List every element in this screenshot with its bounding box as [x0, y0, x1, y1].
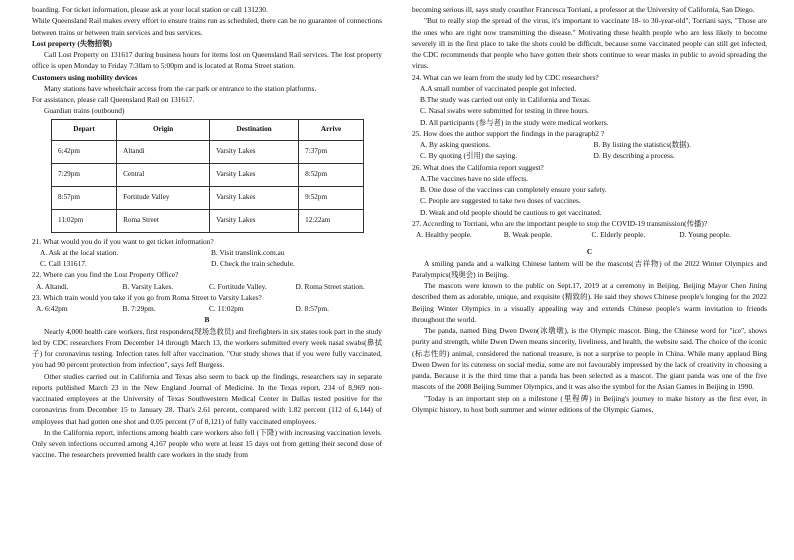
paragraph: "Today is an important step on a milestone (里程碑) in Beijing's journey to make history as the first ever, in Olympic history, to host both summer and winter editions of the Olympic Games,	[412, 393, 767, 414]
paragraph: Other studies carried out in California and Texas also seem to back up the findings, researchers say in separate reports published March 23 in the New England Journal of Medicine. In the Texas report, 234 of 8,969 non-vaccinated employees at the University of Texas Southwestern Medical Center in Dallas tested positive for the coronavirus from December 15 to January 28. That's 2.61 percent, compared with 1.82 percent (112 of 6,144) of employees that had gotten one shot and 0.05 percent (7 of 8,121) of fully vaccinated employees.	[32, 371, 382, 426]
paragraph: "But to really stop the spread of the virus, it's important to vaccinate 18- to 30-year-old", Torriani says, "Those are the ones who are right now transmitting the disease." Motivating these health people who are less likely to become severely ill in the first place to take the shots could be difficult, because some vaccinated people can still get infected, the CDC recommends that people who have gotten their shots continue to wear masks in public to avoid spreading the virus.	[412, 16, 767, 71]
option-c: C. By quoting (引用) the saying.	[420, 151, 518, 161]
left-column	[32, 4, 382, 461]
paragraph: For assistance, please call Queensland Rail on 131617.	[32, 95, 195, 104]
question-26: 26. What does the California report suggest?	[412, 162, 544, 172]
option-c: C. Fortitude Valley.	[209, 281, 267, 291]
option-b: B. By listing the statistics(数据).	[593, 140, 691, 149]
question-25: 25. How does the author support the findings in the paragraph2 ?	[412, 128, 605, 138]
question-21-options	[32, 247, 382, 270]
table-cell: 8:52pm	[299, 163, 364, 186]
paragraph: The mascots were known to the public on Sept.17, 2019 at a ceremony in Beijing. Beijing Mayor Chen Jining described them as adorable, unique, and exquisite (精致的). He said they shows Chinese people's longing for the 2022 Beijing Winter Olympics in a visually appealing way and extends Chinese people's warm invitation to friends throughout the world.	[412, 281, 767, 324]
option-c: C. 11:02pm	[209, 304, 244, 313]
option-a: A. 6:42pm	[36, 304, 68, 313]
column-header: Arrive	[299, 119, 364, 140]
table-cell: 9:52pm	[299, 186, 364, 209]
option-a: A.A small number of vaccinated people got infected.	[420, 83, 577, 93]
question-27-options	[412, 229, 767, 240]
table-row	[52, 163, 364, 186]
table-cell: Altandi	[117, 140, 210, 163]
option-b: B. Visit translink.com.au	[211, 247, 285, 257]
option-b: B. Weak people.	[503, 230, 553, 239]
table-header-row	[52, 119, 364, 140]
table-cell: Fortitude Valley	[117, 186, 210, 209]
question-22: 22. Where can you find the Lost Property Office?	[32, 270, 179, 280]
table-row	[52, 209, 364, 232]
question-27: 27. According to Torriani, who are the important people to stop the COVID-19 transmission(传播)?	[412, 218, 708, 228]
paragraph: Call Lost Property on 131617 during business hours for items lost on Queensland Rail services. The lost property office is open Monday to Friday 7:30am to 5:00pm and is located at Roma Street station.	[32, 50, 382, 71]
question-23: 23. Which train would you take if you go from Roma Street to Varsity Lakes?	[32, 292, 262, 302]
paragraph: In the California report, infections among health care workers also fell (下降) with increasing vaccination levels. Only seven infections occurred among 4,167 people who were at least 15 days out from getting their second dose of vaccine. The researchers prevented health care workers in the study from	[32, 427, 382, 460]
question-23-options	[32, 303, 382, 314]
column-header: Depart	[52, 119, 117, 140]
train-timetable	[51, 119, 364, 233]
option-a: A. Healthy people.	[416, 230, 472, 239]
section-heading-mobility: Customers using mobility devices	[32, 72, 138, 82]
option-d: D. Young people.	[679, 230, 731, 239]
paragraph: A smiling panda and a walking Chinese lantern will be the mascots(吉祥物) of the 2022 Winter Olympics and Paralympics(残奥会) in Beijing.	[412, 258, 767, 279]
option-c: C. Call 131617.	[40, 259, 87, 268]
right-column	[412, 4, 767, 415]
table-cell: Varsity Lakes	[210, 209, 299, 232]
table-caption: Guardian trains (outbound)	[44, 106, 125, 116]
option-a: A. By asking questions.	[420, 140, 491, 149]
option-d: D. By describing a process.	[593, 151, 675, 161]
option-b: B. 7:29pm.	[122, 304, 156, 313]
option-d: D. Check the train schedule.	[211, 259, 295, 268]
table-cell: 11:02pm	[52, 209, 117, 232]
column-header: Destination	[210, 119, 299, 140]
option-c: C. Nasal swabs were submitted for testing in three hours.	[420, 106, 589, 116]
option-d: D. Weak and old people should be cautious to get vaccinated.	[420, 207, 602, 217]
paragraph: Many stations have wheelchair access from the car park or entrance to the station platforms.	[44, 83, 317, 93]
table-row	[52, 140, 364, 163]
paragraph: becoming serious ill, says study coauthor Francesca Torriani, a professor at the University of California, San Diego.	[412, 5, 755, 14]
table-cell: 7:29pm	[52, 163, 117, 186]
paragraph: boarding. For ticket information, please ask at your local station or call 131230.	[32, 5, 268, 14]
option-a: A.The vaccines have no side effects.	[420, 173, 529, 183]
table-cell: 8:57pm	[52, 186, 117, 209]
option-d: D. All participants (参与者) in the study were medical workers.	[420, 117, 609, 127]
section-letter-c: C	[586, 247, 593, 257]
option-c: C. Elderly people.	[591, 230, 646, 239]
table-cell: Roma Street	[117, 209, 210, 232]
section-heading-lost-property: Lost property (失物招领)	[32, 38, 112, 48]
paragraph: Nearly 4,000 health care workers, first responders(现场急救员) and firefighters in six states took part in the study led by CDC researchers From December 14 through March 13, the workers submitted every week nasal swabs(鼻拭子) for coronavirus testing. Infection rates fell after vaccination. "Our study shows that if you were fully vaccinated, you had 90 percent protection from infection", says Jeff Burgess.	[32, 326, 382, 370]
section-letter-b: B	[204, 315, 210, 325]
question-22-options	[32, 281, 382, 292]
table-cell: 6:42pm	[52, 140, 117, 163]
table-cell: 7:37pm	[299, 140, 364, 163]
option-d: D. Roma Street station.	[295, 281, 365, 291]
option-b: B. Varsity Lakes.	[122, 281, 174, 291]
table-cell: 12:22am	[299, 209, 364, 232]
option-a: A. Altandi.	[36, 281, 69, 291]
option-a: A. Ask at the local station.	[40, 247, 119, 257]
paragraph: The panda, named Bing Dwen Dwen(冰墩墩), is the Olympic mascot. Bing, the Chinese word for "ice", shows purity and strength, while Dwen Dwen means sincerity, liveliness, and health, the website said. The choice of the iconic (标志性的) animal, considered the national treasure, is not a surprise to people in China. While many applaud Bing Dwen Dwen for its cuteness on social media, some are not favourably impressed by the lack of creativity in choosing a panda. Because it is the third time that a panda has been selected as a mascot. The giant panda was one of the five mascots of the 2008 Beijing Summer Olympics, and it was also the symbol for the Asian Games in Beijing in 1990.	[412, 326, 767, 392]
option-b: B.The study was carried out only in California and Texas.	[420, 95, 591, 104]
paragraph: While Queensland Rail makes every effort to ensure trains run as scheduled, there can be no guarantee of connections between trains or between train services and bus services.	[32, 16, 382, 37]
question-24: 24. What can we learn from the study led by CDC researchers?	[412, 72, 599, 82]
table-cell: Central	[117, 163, 210, 186]
table-row	[52, 186, 364, 209]
option-b: B. One dose of the vaccines can completely ensure your safety.	[420, 185, 607, 194]
table-cell: Varsity Lakes	[210, 186, 299, 209]
option-d: D. 8:57pm.	[295, 304, 329, 313]
question-21: 21. What would you do if you want to get ticket information?	[32, 236, 214, 246]
table-cell: Varsity Lakes	[210, 163, 299, 186]
question-25-options	[412, 139, 767, 162]
table-cell: Varsity Lakes	[210, 140, 299, 163]
column-header: Origin	[117, 119, 210, 140]
option-c: C. People are suggested to take two doses of vaccines.	[420, 196, 581, 206]
